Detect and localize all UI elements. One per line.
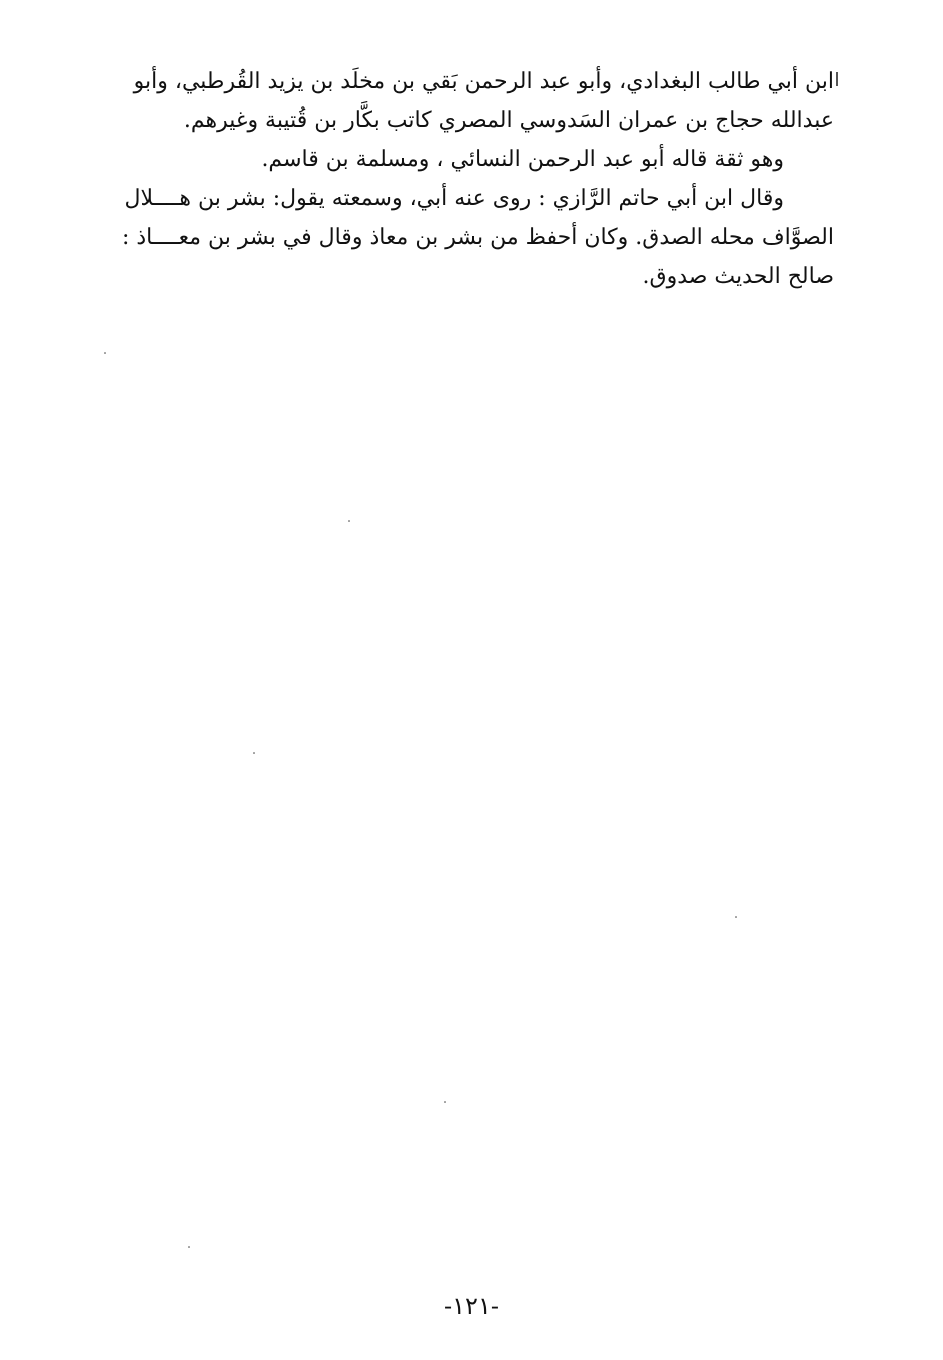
text-line-3: وهو ثقة قاله أبو عبد الرحمن النسائي ، ومسلمة بن قاسم. — [261, 147, 784, 172]
text-line-6: صالح الحديث صدوق. — [642, 264, 834, 289]
margin-mark — [836, 72, 838, 86]
text-line-1: ابن أبي طالب البغدادي، وأبو عبد الرحمن بَقي بن مخلَد بن يزيد القُرطبي، وأبو — [133, 69, 834, 94]
scan-speck — [735, 916, 737, 918]
scan-speck — [104, 352, 106, 354]
text-line-2: عبدالله حجاج بن عمران السَدوسي المصري كاتب بكَّار بن قُتيبة وغيرهم. — [183, 108, 834, 133]
text-line-4: وقال ابن أبي حاتم الرَّازي : روى عنه أبي، وسمعته يقول: بشر بن هــــلال — [124, 186, 784, 211]
text-line-5: الصوَّاف محله الصدق. وكان أحفظ من بشر بن معاذ وقال في بشر بن معــــاذ : — [121, 225, 834, 250]
page-number: -١٢١- — [444, 1292, 499, 1320]
document-body — [108, 62, 834, 296]
scan-speck — [348, 520, 350, 522]
scan-speck — [188, 1246, 190, 1248]
scan-speck — [253, 752, 255, 754]
scan-speck — [444, 1101, 446, 1103]
